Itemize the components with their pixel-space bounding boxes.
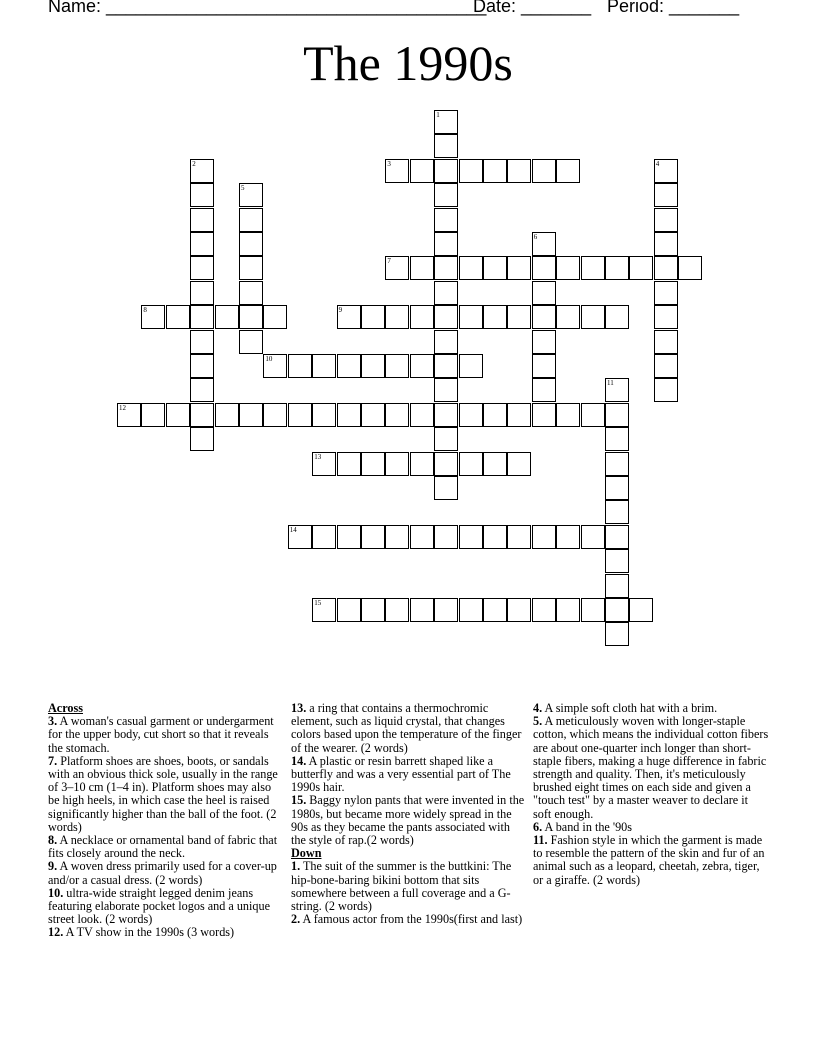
grid-cell[interactable] bbox=[190, 183, 214, 207]
grid-cell[interactable] bbox=[385, 256, 409, 280]
grid-cell[interactable] bbox=[337, 403, 361, 427]
grid-cell[interactable] bbox=[190, 403, 214, 427]
grid-cell[interactable] bbox=[361, 354, 385, 378]
grid-cell[interactable] bbox=[117, 403, 141, 427]
grid-cell[interactable] bbox=[532, 305, 556, 329]
grid-cell[interactable] bbox=[459, 354, 483, 378]
clue-number: 12 bbox=[119, 403, 126, 412]
grid-cell[interactable] bbox=[190, 305, 214, 329]
puzzle-title: The 1990s bbox=[303, 35, 513, 91]
grid-cell[interactable] bbox=[605, 378, 629, 402]
grid-cell[interactable] bbox=[385, 452, 409, 476]
grid-cell[interactable] bbox=[459, 452, 483, 476]
grid-cell[interactable] bbox=[434, 256, 458, 280]
grid-cell[interactable] bbox=[605, 598, 629, 622]
grid-cell[interactable] bbox=[556, 403, 580, 427]
grid-cell[interactable] bbox=[361, 598, 385, 622]
grid-cell[interactable] bbox=[532, 525, 556, 549]
grid-cell[interactable] bbox=[312, 403, 336, 427]
down-clue-6: 6. A band in the '90s bbox=[533, 819, 633, 834]
clue-number: 10 bbox=[265, 355, 273, 363]
grid-cell[interactable] bbox=[678, 256, 702, 280]
grid-cell[interactable] bbox=[434, 159, 458, 183]
grid-cell[interactable] bbox=[654, 281, 678, 305]
clues-column-3 bbox=[533, 702, 769, 887]
clue-number: 14 bbox=[289, 525, 297, 534]
grid-cell[interactable] bbox=[190, 208, 214, 232]
grid-cell[interactable] bbox=[581, 403, 605, 427]
grid-cell[interactable] bbox=[434, 183, 458, 207]
grid-cell[interactable] bbox=[434, 208, 458, 232]
grid-cell[interactable] bbox=[556, 159, 580, 183]
grid-cell[interactable] bbox=[312, 452, 336, 476]
across-clue-3: 3. A woman's casual garment or undergarment for the upper body, cut short so that it reveals the stomach. bbox=[48, 714, 274, 755]
across-clue-8: 8. A necklace or ornamental band of fabric that fits closely around the neck. bbox=[48, 833, 278, 861]
grid-cell[interactable] bbox=[483, 305, 507, 329]
grid-cell[interactable] bbox=[361, 452, 385, 476]
grid-cell[interactable] bbox=[629, 598, 653, 622]
grid-cell[interactable] bbox=[288, 354, 312, 378]
grid-cell[interactable] bbox=[215, 403, 239, 427]
grid-cell[interactable] bbox=[605, 305, 629, 329]
grid-cell[interactable] bbox=[605, 549, 629, 573]
grid-cell[interactable] bbox=[166, 403, 190, 427]
grid-cell[interactable] bbox=[654, 305, 678, 329]
grid-cell[interactable] bbox=[507, 598, 531, 622]
clue-number: 3 bbox=[387, 159, 391, 168]
grid-cell[interactable] bbox=[483, 452, 507, 476]
grid-cell[interactable] bbox=[288, 525, 312, 549]
grid-cell[interactable] bbox=[263, 403, 287, 427]
grid-cell[interactable] bbox=[410, 305, 434, 329]
grid-cell[interactable] bbox=[532, 159, 556, 183]
grid-cell[interactable] bbox=[507, 159, 531, 183]
grid-cell[interactable] bbox=[654, 183, 678, 207]
down-clue-5: 5. A meticulously woven with longer-staple cotton, which means the individual cotton fibers are about one-quarter inch longer than short-staple fibers, making a huge difference in fabric strength and quality. Then, it's meticulously brushed eight times on each side and given a "touch test" by a master weaver to declare it soft enough. bbox=[533, 714, 769, 821]
grid-cell[interactable] bbox=[410, 403, 434, 427]
down-clue-4: 4. A simple soft cloth hat with a brim. bbox=[533, 701, 718, 715]
grid-cell[interactable] bbox=[581, 256, 605, 280]
grid-cell[interactable] bbox=[410, 598, 434, 622]
across-clue-7: 7. Platform shoes are shoes, boots, or sandals with an obvious thick sole, usually in the range of 3–10 cm (1–4 in). Platform shoes may also be high heels, in which case the heel is raised significantly higher than the ball of the foot. (2 words) bbox=[48, 753, 278, 834]
across-heading: Across bbox=[48, 701, 83, 715]
grid-cell[interactable] bbox=[459, 256, 483, 280]
grid-cell[interactable] bbox=[434, 134, 458, 158]
grid-cell[interactable] bbox=[361, 525, 385, 549]
grid-cell[interactable] bbox=[385, 598, 409, 622]
grid-cell[interactable] bbox=[434, 525, 458, 549]
grid-cell[interactable] bbox=[434, 378, 458, 402]
across-clue-13: 13. a ring that contains a thermochromic element, such as liquid crystal, that changes colors based upon the temperature of the finger of the wearer. (2 words) bbox=[291, 701, 522, 755]
name-field-label: Name: ______________________________________ bbox=[48, 0, 487, 16]
grid-cell[interactable] bbox=[434, 281, 458, 305]
grid-cell[interactable] bbox=[337, 354, 361, 378]
grid-cell[interactable] bbox=[556, 525, 580, 549]
down-clue-11: 11. Fashion style in which the garment is made to resemble the pattern of the skin and fur of an animal such as a leopard, cheetah, zebra, tiger, or a giraffe. (2 words) bbox=[533, 833, 765, 887]
grid-cell[interactable] bbox=[459, 525, 483, 549]
clues-column-2 bbox=[291, 702, 526, 926]
grid-cell[interactable] bbox=[361, 305, 385, 329]
grid-cell[interactable] bbox=[556, 598, 580, 622]
grid-cell[interactable] bbox=[337, 525, 361, 549]
clue-number: 5 bbox=[241, 184, 245, 193]
grid-cell[interactable] bbox=[141, 305, 165, 329]
grid-cell[interactable] bbox=[605, 500, 629, 524]
grid-cell[interactable] bbox=[239, 330, 263, 354]
grid-cell[interactable] bbox=[190, 354, 214, 378]
grid-cell[interactable] bbox=[434, 452, 458, 476]
grid-cell[interactable] bbox=[507, 305, 531, 329]
grid-cell[interactable] bbox=[581, 598, 605, 622]
grid-cell[interactable] bbox=[166, 305, 190, 329]
grid-cell[interactable] bbox=[337, 305, 361, 329]
clue-number: 8 bbox=[143, 306, 147, 315]
grid-cell[interactable] bbox=[532, 403, 556, 427]
grid-cell[interactable] bbox=[654, 256, 678, 280]
grid-cell[interactable] bbox=[312, 525, 336, 549]
grid-cell[interactable] bbox=[507, 403, 531, 427]
grid-cell[interactable] bbox=[434, 427, 458, 451]
grid-cell[interactable] bbox=[459, 403, 483, 427]
grid-cell[interactable] bbox=[239, 403, 263, 427]
date-field-label: Date: _______ bbox=[473, 0, 592, 16]
clue-number: 6 bbox=[533, 233, 538, 241]
grid-cell[interactable] bbox=[654, 232, 678, 256]
grid-cell[interactable] bbox=[410, 452, 434, 476]
grid-cell[interactable] bbox=[385, 403, 409, 427]
grid-cell[interactable] bbox=[410, 159, 434, 183]
across-clue-9: 9. A woven dress primarily used for a cover-up and/or a casual dress. (2 words) bbox=[48, 859, 277, 887]
grid-cell[interactable] bbox=[532, 232, 556, 256]
grid-cell[interactable] bbox=[190, 232, 214, 256]
grid-cell[interactable] bbox=[605, 452, 629, 476]
grid-cell[interactable] bbox=[532, 330, 556, 354]
clue-number: 15 bbox=[314, 599, 322, 607]
down-heading: Down bbox=[291, 846, 322, 861]
grid-cell[interactable] bbox=[507, 452, 531, 476]
grid-cell[interactable] bbox=[459, 598, 483, 622]
across-clue-15: 15. Baggy nylon pants that were invented in the 1980s, but became more widely spread in the 90s as they became the pants associated with the style of rap.(2 words) bbox=[291, 793, 525, 848]
grid-cell[interactable] bbox=[434, 476, 458, 500]
grid-cell[interactable] bbox=[532, 281, 556, 305]
grid-cell[interactable] bbox=[361, 403, 385, 427]
grid-cell[interactable] bbox=[532, 354, 556, 378]
grid-cell[interactable] bbox=[434, 598, 458, 622]
grid-cell[interactable] bbox=[263, 354, 287, 378]
grid-cell[interactable] bbox=[410, 256, 434, 280]
grid-cell[interactable] bbox=[532, 378, 556, 402]
down-clue-2: 2. A famous actor from the 1990s(first and last) bbox=[291, 912, 523, 927]
grid-cell[interactable] bbox=[654, 208, 678, 232]
grid-cell[interactable] bbox=[605, 403, 629, 427]
grid-cell[interactable] bbox=[434, 354, 458, 378]
grid-cell[interactable] bbox=[605, 525, 629, 549]
across-clue-10: 10. ultra-wide straight legged denim jeans featuring elaborate pocket logos and a unique street look. (2 words) bbox=[48, 885, 270, 927]
grid-cell[interactable] bbox=[434, 232, 458, 256]
grid-cell[interactable] bbox=[483, 256, 507, 280]
grid-cell[interactable] bbox=[239, 208, 263, 232]
grid-cell[interactable] bbox=[483, 403, 507, 427]
grid-cell[interactable] bbox=[605, 427, 629, 451]
grid-cell[interactable] bbox=[605, 256, 629, 280]
grid-cell[interactable] bbox=[629, 256, 653, 280]
grid-cell[interactable] bbox=[459, 159, 483, 183]
down-clue-1: 1. The suit of the summer is the buttkini: The hip-bone-baring bikini bottom that sits somewhere between a full coverage and a G-string. (2 words) bbox=[291, 859, 512, 914]
grid-cell[interactable] bbox=[434, 110, 458, 134]
clue-number: 9 bbox=[338, 306, 343, 315]
period-field-label: Period: _______ bbox=[607, 0, 740, 16]
grid-cell[interactable] bbox=[190, 330, 214, 354]
grid-cell[interactable] bbox=[410, 354, 434, 378]
grid-cell[interactable] bbox=[434, 330, 458, 354]
grid-cell[interactable] bbox=[581, 525, 605, 549]
grid-cell[interactable] bbox=[215, 305, 239, 329]
grid-cell[interactable] bbox=[385, 305, 409, 329]
grid-cell[interactable] bbox=[239, 256, 263, 280]
grid-cell[interactable] bbox=[654, 378, 678, 402]
clue-number: 11 bbox=[607, 379, 614, 388]
clue-number: 13 bbox=[314, 452, 322, 461]
grid-cell[interactable] bbox=[190, 159, 214, 183]
grid-cell[interactable] bbox=[337, 598, 361, 622]
grid-cell[interactable] bbox=[263, 305, 287, 329]
grid-cell[interactable] bbox=[532, 256, 556, 280]
grid-cell[interactable] bbox=[483, 525, 507, 549]
grid-cell[interactable] bbox=[605, 574, 629, 598]
grid-cell[interactable] bbox=[190, 256, 214, 280]
grid-cell[interactable] bbox=[385, 354, 409, 378]
clue-number: 4 bbox=[655, 159, 660, 168]
grid-cell[interactable] bbox=[654, 159, 678, 183]
clue-number: 7 bbox=[387, 257, 391, 266]
across-clue-14: 14. A plastic or resin barrett shaped like a butterfly and was a very essential part of The 1990s hair. bbox=[291, 753, 511, 795]
grid-cell[interactable] bbox=[605, 622, 629, 646]
grid-cell[interactable] bbox=[190, 427, 214, 451]
grid-cell[interactable] bbox=[239, 232, 263, 256]
grid-cell[interactable] bbox=[654, 354, 678, 378]
grid-cell[interactable] bbox=[507, 256, 531, 280]
grid-cell[interactable] bbox=[459, 305, 483, 329]
across-clue-12: 12. A TV show in the 1990s (3 words) bbox=[48, 925, 235, 940]
grid-cell[interactable] bbox=[239, 305, 263, 329]
grid-cell[interactable] bbox=[385, 159, 409, 183]
grid-cell[interactable] bbox=[483, 159, 507, 183]
grid-cell[interactable] bbox=[239, 281, 263, 305]
grid-cell[interactable] bbox=[190, 378, 214, 402]
grid-cell[interactable] bbox=[605, 476, 629, 500]
grid-cell[interactable] bbox=[581, 305, 605, 329]
grid-cell[interactable] bbox=[312, 598, 336, 622]
grid-cell[interactable] bbox=[337, 452, 361, 476]
grid-cell[interactable] bbox=[385, 525, 409, 549]
grid-cell[interactable] bbox=[312, 354, 336, 378]
clue-number: 2 bbox=[192, 159, 196, 168]
grid-cell[interactable] bbox=[532, 598, 556, 622]
grid-cell[interactable] bbox=[483, 598, 507, 622]
grid-cell[interactable] bbox=[410, 525, 434, 549]
grid-cell[interactable] bbox=[434, 403, 458, 427]
grid-cell[interactable] bbox=[288, 403, 312, 427]
grid-cell[interactable] bbox=[239, 183, 263, 207]
grid-cell[interactable] bbox=[141, 403, 165, 427]
grid-cell[interactable] bbox=[190, 281, 214, 305]
grid-cell[interactable] bbox=[434, 305, 458, 329]
clues-column-1 bbox=[48, 702, 283, 940]
grid-cell[interactable] bbox=[556, 305, 580, 329]
grid-cell[interactable] bbox=[654, 330, 678, 354]
grid-cell[interactable] bbox=[507, 525, 531, 549]
grid-cell[interactable] bbox=[556, 256, 580, 280]
clue-number: 1 bbox=[436, 111, 440, 119]
